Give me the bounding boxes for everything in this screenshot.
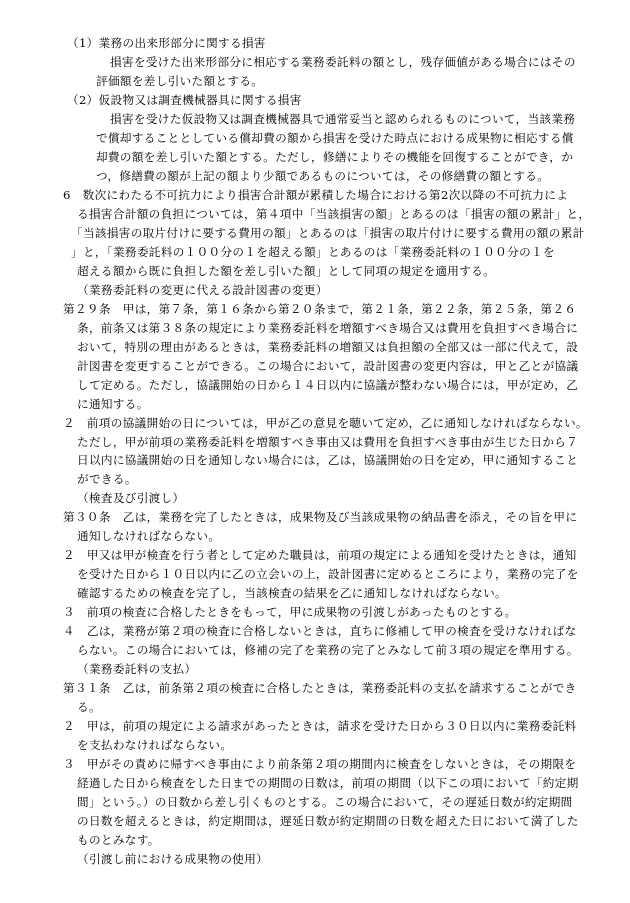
paragraph-line: 経過した日から検査をした日までの期間の日数は，前項の期間（以下この項において「約定期: [77, 776, 579, 790]
paragraph-line: 評価額を差し引いた額とする。: [96, 74, 264, 88]
paragraph-line: 損害を受けた仮設物又は調査機械器具で通常妥当と認められるものについて，当該業務: [110, 112, 576, 126]
paragraph-line: 超える額から既に負担した額を差し引いた額」として同項の規定を適用する。: [77, 264, 496, 278]
clause-line: ２ 甲又は甲が検査を行う者として定めた職員は，前項の規定による通知を受けたときは，通知: [63, 548, 577, 562]
paragraph-line: 日以内に協議開始の日を通知しない場合には，乙は，協議開始の日を定め，甲に通知すること: [77, 453, 579, 467]
article-caption: （業務委託料の支払）: [77, 662, 197, 676]
paragraph-line: を受けた日から１０日以内に乙の立会いの上，設計図書に定めるところにより，業務の完了を: [77, 567, 579, 581]
paragraph-line: 間」という。）の日数から差し引くものとする。この場合において，その遅延日数が約定期間: [77, 795, 573, 809]
clause-line: ４ 乙は，業務が第２項の検査に合格しないときは，直ちに修補して甲の検査を受けなければな: [63, 624, 577, 638]
paragraph-line: で償却することとしている償却費の額から損害を受けた時点における成果物に相応する償: [96, 131, 574, 145]
paragraph-line: らない。この場合においては，修補の完了を業務の完了とみなして前３項の規定を準用する。: [77, 643, 579, 657]
clause-line: ２ 前項の協議開始の日については，甲が乙の意見を聴いて定め，乙に通知しなければならない。: [63, 416, 588, 430]
article-line: 第２９条 甲は，第７条，第１６条から第２０条まで，第２１条，第２２条，第２５条，第２６: [63, 302, 577, 316]
paragraph-line: 却費の額を差し引いた額とする。ただし，修繕によりその機能を回復することができ，か: [96, 150, 574, 164]
article-caption: （業務委託料の変更に代える設計図書の変更）: [77, 283, 328, 297]
clause-line: ３ 前項の検査に合格したときをもって，甲に成果物の引渡しがあったものとする。: [63, 605, 517, 619]
item-heading: （2）仮設物又は調査機械器具に関する損害: [67, 93, 302, 107]
paragraph-line: して定める。ただし，協議開始の日から１４日以内に協議が整わない場合には，甲が定め，乙: [77, 378, 579, 392]
clause-line: ３ 甲がその責めに帰すべき事由により前条第２項の期間内に検査をしないときは，その期限を: [63, 757, 577, 771]
article-caption: （検査及び引渡し）: [77, 491, 185, 505]
article-line: 第３０条 乙は，業務を完了したときは，成果物及び当該成果物の納品書を添え，その旨を甲に: [63, 510, 578, 524]
article-line: 第３１条 乙は，前条第２項の検査に合格したときは，業務委託料の支払を請求することができ: [63, 681, 577, 695]
clause-line: 6 数次にわたる不可抗力により損害合計額が累積した場合における第2次以降の不可抗力によ: [63, 188, 569, 202]
paragraph-line: の日数を超えるときは，約定期間は，遅延日数が約定期間の日数を超えた日において満了した: [77, 814, 579, 828]
paragraph-line: 通知しなければならない。: [77, 529, 221, 543]
article-caption: （引渡し前における成果物の使用）: [77, 852, 269, 866]
paragraph-line: る。: [77, 700, 101, 714]
paragraph-line: 「当該損害の取片付けに要する費用の額」とあるのは「損害の取片付けに要する費用の額の累計: [71, 226, 585, 240]
paragraph-line: つ，修繕費の額が上記の額より少額であるものについては，その修繕費の額とする。: [96, 169, 550, 183]
paragraph-line: 損害を受けた出来形部分に相応する業務委託料の額とし，残存価値がある場合にはその: [110, 55, 576, 69]
paragraph-line: に通知する。: [77, 397, 149, 411]
paragraph-line: おいて，特別の理由があるときは，業務委託料の増額又は負担額の全部又は一部に代えて，設: [77, 340, 579, 354]
paragraph-line: る損害合計額の負担については，第４項中「当該損害の額」とあるのは「損害の額の累計」と，: [77, 207, 591, 221]
item-heading: （1）業務の出来形部分に関する損害: [67, 36, 266, 50]
paragraph-line: 計図書を変更することができる。この場合において，設計図書の変更内容は，甲と乙とが協議: [77, 359, 579, 373]
paragraph-line: 条，前条又は第３８条の規定により業務委託料を増額すべき場合又は費用を負担すべき場合に: [77, 321, 579, 335]
paragraph-line: を支払わなければならない。: [77, 738, 233, 752]
paragraph-line: ができる。: [77, 472, 137, 486]
paragraph-line: 」と，「業務委託料の１００分の１を超える額」とあるのは「業務委託料の１００分の１を: [71, 245, 555, 259]
paragraph-line: ものとみなす。: [77, 833, 160, 847]
paragraph-line: 確認するための検査を完了し，当該検査の結果を乙に通知しなければならない。: [77, 586, 507, 600]
paragraph-line: ただし，甲が前項の業務委託料を増額すべき事由又は費用を負担すべき事由が生じた日から７: [77, 435, 579, 449]
clause-line: ２ 甲は，前項の規定による請求があったときは，請求を受けた日から３０日以内に業務委託料: [63, 719, 577, 733]
